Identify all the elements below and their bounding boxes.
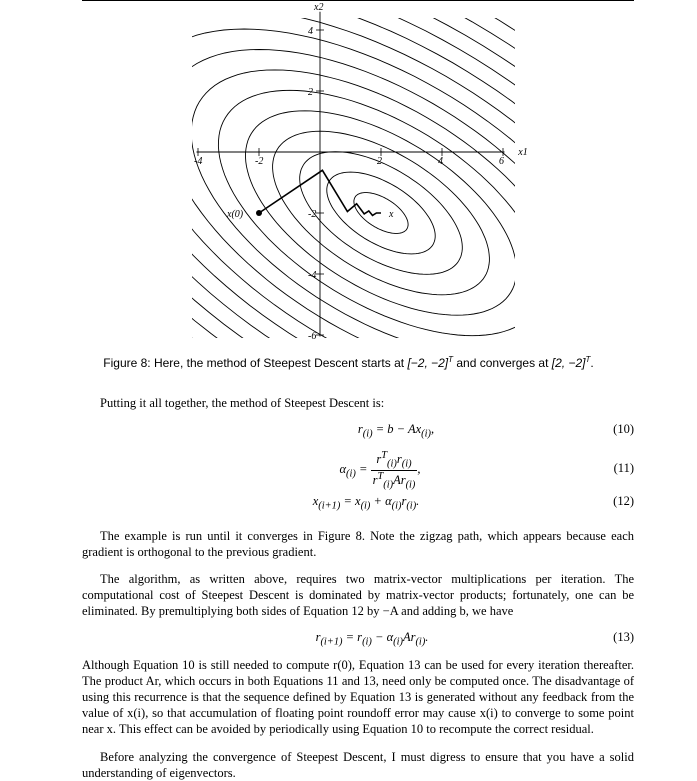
contour-line [191,70,540,345]
equation-12: $x_{(i+1)} = x_{(i)} + \alpha_{(i)}r_{(i)}$. (12) [312,494,634,512]
y-tick-label: 2 [308,87,313,98]
intro-text: Putting it all together, the method of Steepest Descent is: [100,396,385,410]
figure-caption: Figure 8: Here, the method of Steepest Descent starts at [−2, −2]$^T$ and converges at [2, −2]$^T$. [103,355,594,370]
x2-axis-label: x2 [314,2,324,13]
x-tick-label: 4 [438,156,443,167]
steepest-descent-figure [180,0,540,345]
paragraph-zigzag: The example is run until it converges in Figure 8. Note the zigzag path, which appears because each gradient is orthogonal to the previous gradient. [82,529,634,559]
x-tick-label: 6 [499,156,504,167]
equation-11: $\alpha_{(i)}$ = $\frac{r^T_{(i)}r_{(i)}}{r^T_{(i)}Ar_{(i)}}$ , (11) [339,450,634,491]
contour-line [180,50,540,346]
equation-10: $r_{(i)} = b - Ax_{(i)}$, (10) [357,422,634,440]
start-point [256,210,262,216]
x-tick-label: -4 [194,156,203,167]
end-label: x [389,209,394,220]
y-tick-label: 4 [308,26,313,37]
y-tick-label: -4 [308,270,317,281]
x-tick-label: 2 [377,156,382,167]
equation-13: $r_{(i+1)} = r_{(i)} - \alpha_{(i)}Ar_{(i)}$. (13) [315,630,634,648]
y-tick-label: -2 [308,209,317,220]
start-label: x(0) [227,209,244,220]
paragraph-eigenvectors: Before analyzing the convergence of Steepest Descent, I must digress to ensure that you have a solid understanding of eigenvectors. [82,750,634,780]
paragraph-algorithm: The algorithm, as written above, requires two matrix-vector multiplications per iteration. The computational cost of Steepest Descent is dominated by matrix-vector products; fortunately, one can be eliminated. By premultiplying both sides of Equation 12 by −A and adding b, we have [82,572,634,618]
x-tick-label: -2 [255,156,264,167]
y-tick-label: -6 [308,331,317,342]
contour-lines [180,0,540,345]
contour-line [180,9,540,345]
paragraph-recurrence: Although Equation 10 is still needed to compute r(0), Equation 13 can be used for every iteration thereafter. The product Ar, which occurs in both Equations 11 and 13, need only be computed once. The disadvantage of using this recurrence is that the sequence defined by Equation 13 is generated without any feedback from the value of x(i), so that accumulation of floating point roundoff error may cause x(i) to converge to some point near x. This effect can be avoided by periodically using Equation 10 to recompute the correct residual. [82,658,634,736]
x1-axis-label: x1 [518,147,528,158]
